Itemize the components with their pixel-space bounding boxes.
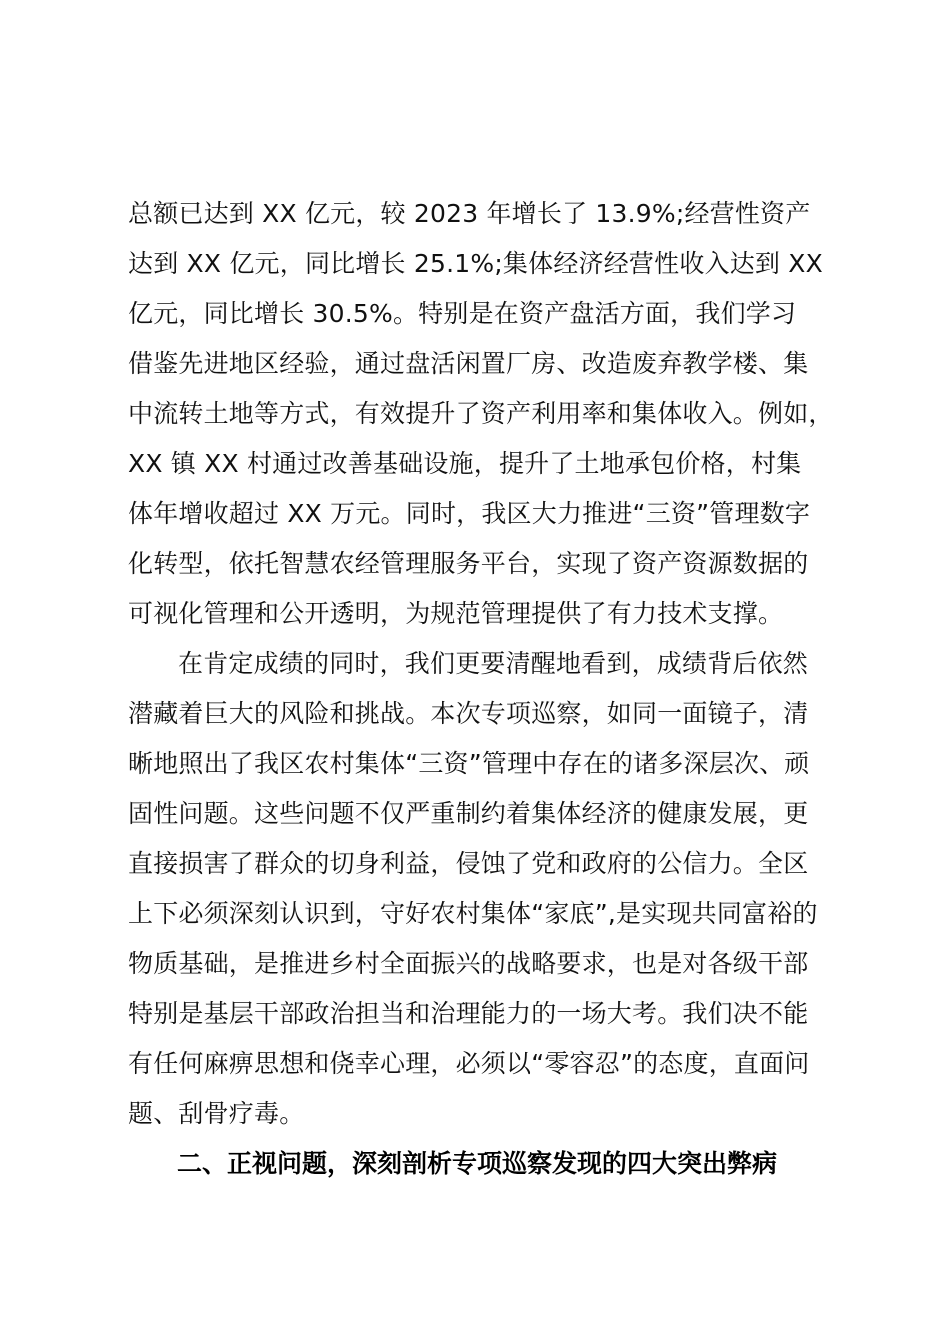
text-line: 可视化管理和公开透明，为规范管理提供了有力技术支撑。 <box>128 599 784 628</box>
text-line: 题、刮骨疗毒。 <box>128 1099 305 1128</box>
text-line: 物质基础，是推进乡村全面振兴的战略要求，也是对各级干部 <box>128 949 809 978</box>
text-line: XX 镇 XX 村通过改善基础设施，提升了土地承包价格，村集 <box>128 449 802 478</box>
text-line: 上下必须深刻认识到，守好农村集体“家底”,是实现共同富裕的 <box>128 899 818 928</box>
text-line: 特别是基层干部政治担当和治理能力的一场大考。我们决不能 <box>128 999 809 1028</box>
text-line: 有任何麻痹思想和侥幸心理，必须以“零容忍”的态度，直面问 <box>128 1049 810 1078</box>
text-line: 体年增收超过 XX 万元。同时，我区大力推进“三资”管理数字 <box>128 499 811 528</box>
section-heading: 二、正视问题，深刻剖析专项巡察发现的四大突出弊病 <box>177 1149 778 1178</box>
text-line: 达到 XX 亿元，同比增长 25.1%;集体经济经营性收入达到 XX <box>128 249 823 278</box>
text-line: 总额已达到 XX 亿元，较 2023 年增长了 13.9%;经营性资产 <box>128 199 811 228</box>
text-line: 直接损害了群众的切身利益，侵蚀了党和政府的公信力。全区 <box>128 849 809 878</box>
text-line: 晰地照出了我区农村集体“三资”管理中存在的诸多深层次、顽 <box>128 749 810 778</box>
text-line: 固性问题。这些问题不仅严重制约着集体经济的健康发展，更 <box>128 799 809 828</box>
text-line: 中流转土地等方式，有效提升了资产利用率和集体收入。例如， <box>128 399 834 428</box>
text-line: 亿元，同比增长 30.5%。特别是在资产盘活方面，我们学习 <box>128 299 797 328</box>
text-line: 化转型，依托智慧农经管理服务平台，实现了资产资源数据的 <box>128 549 809 578</box>
text-line: 潜藏着巨大的风险和挑战。本次专项巡察，如同一面镜子，清 <box>128 699 809 728</box>
text-line: 借鉴先进地区经验，通过盘活闲置厂房、改造废弃教学楼、集 <box>128 349 809 378</box>
text-line: 在肯定成绩的同时，我们更要清醒地看到，成绩背后依然 <box>178 649 809 678</box>
